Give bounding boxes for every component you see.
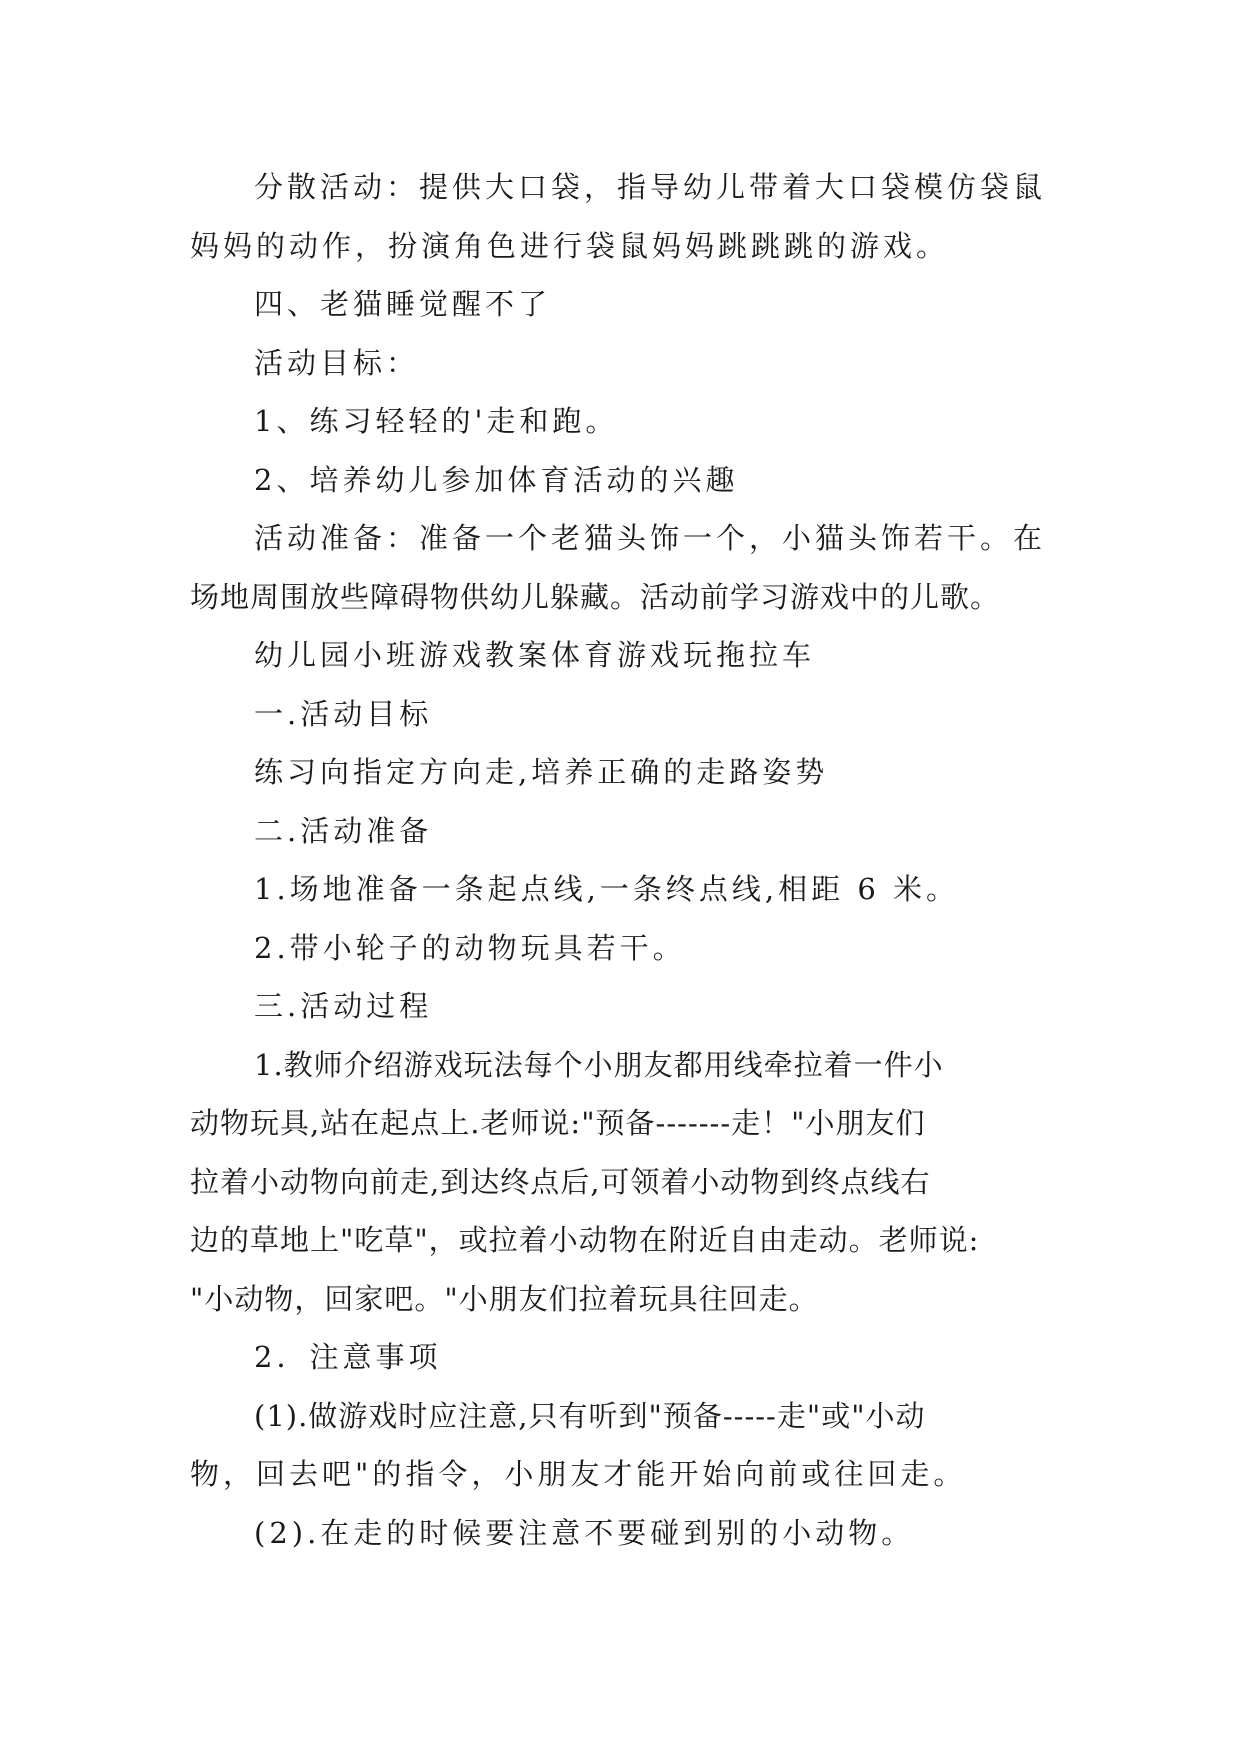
paragraph-line: 拉着小动物向前走,到达终点后,可领着小动物到终点线右 (190, 1164, 931, 1199)
section-heading: 幼儿园小班游戏教案体育游戏玩拖拉车 (254, 638, 816, 672)
paragraph-line: 场地周围放些障碍物供幼儿躲藏。活动前学习游戏中的儿歌。 (190, 579, 1001, 614)
section-heading: 2．注意事项 (254, 1340, 442, 1374)
paragraph-line: 1.教师介绍游戏玩法每个小朋友都用线牵拉着一件小 (254, 1047, 944, 1082)
paragraph-line: 练习向指定方向走,培养正确的走路姿势 (254, 755, 829, 789)
list-item: 1、练习轻轻的'走和跑。 (254, 404, 619, 438)
section-heading: 三.活动过程 (254, 989, 433, 1023)
list-item: 2.带小轮子的动物玩具若干。 (254, 930, 686, 965)
list-item: 1.场地准备一条起点线,一条终点线,相距 6 米。 (254, 872, 959, 906)
paragraph-line: 分散活动：提供大口袋，指导幼儿带着大口袋模仿袋鼠 (254, 170, 1047, 204)
paragraph-line: 边的草地上"吃草"，或拉着小动物在附近自由走动。老师说: (190, 1223, 980, 1257)
list-item: 2、培养幼儿参加体育活动的兴趣 (254, 462, 739, 497)
paragraph-line: 活动准备：准备一个老猫头饰一个，小猫头饰若干。在 (254, 521, 1047, 555)
section-heading: 一.活动目标 (254, 696, 433, 731)
document-body (190, 158, 1052, 1562)
paragraph-line: 妈妈的动作，扮演角色进行袋鼠妈妈跳跳跳的游戏。 (190, 228, 950, 263)
paragraph-line: (1).做游戏时应注意,只有听到"预备-----走"或"小动 (254, 1398, 926, 1433)
paragraph-line: 活动目标： (254, 345, 420, 380)
section-heading: 四、老猫睡觉醒不了 (254, 287, 552, 321)
paragraph-line: "小动物，回家吧。"小朋友们拉着玩具往回走。 (190, 1281, 819, 1316)
section-heading: 二.活动准备 (254, 813, 433, 848)
paragraph-line: 物，回去吧"的指令，小朋友才能开始向前或往回走。 (190, 1457, 967, 1491)
paragraph-line: (2).在走的时候要注意不要碰到别的小动物。 (254, 1515, 915, 1550)
paragraph-line: 动物玩具,站在起点上.老师说:"预备-------走！"小朋友们 (190, 1106, 926, 1140)
